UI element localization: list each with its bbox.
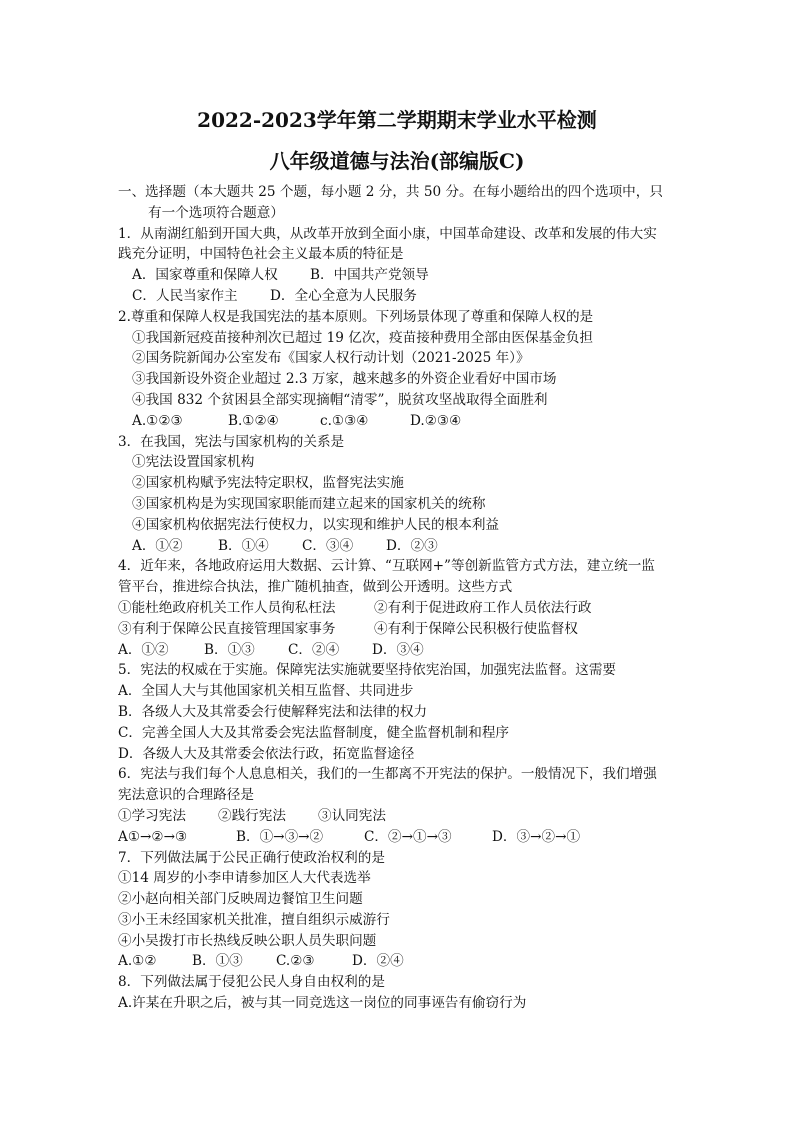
q6-options bbox=[118, 827, 688, 848]
q4-statements-row1 bbox=[118, 598, 688, 619]
q2-options bbox=[118, 411, 688, 432]
q2-option-b: B.①②④ bbox=[228, 412, 279, 429]
q4-option-b: B．①③ bbox=[204, 641, 255, 658]
q1-options-row2 bbox=[118, 286, 688, 307]
q1-stem: 1．从南湖红船到开国大典，从改革开放到全面小康，中国革命建设、改革和发展的伟大实 bbox=[118, 225, 657, 242]
q7-option-a: A.①② bbox=[118, 953, 157, 970]
q6-statement-2: ②践行宪法 bbox=[218, 807, 286, 824]
q4-stem-cont: 管平台，推进综合执法，推广随机抽查，做到公开透明。这些方式 bbox=[118, 579, 513, 596]
section-heading-cont: 有一个选项符合题意） bbox=[148, 204, 284, 221]
q1-stem-cont: 践充分证明，中国特色社会主义最本质的特征是 bbox=[118, 246, 404, 263]
q2-option-c: c.①③④ bbox=[320, 412, 369, 429]
q3-option-a: A．①② bbox=[132, 537, 183, 554]
q4-option-c: C．②④ bbox=[288, 641, 340, 658]
q4-option-a: A．①② bbox=[118, 641, 169, 658]
q7-options bbox=[118, 951, 688, 972]
q8-stem: 8．下列做法属于侵犯公民人身自由权利的是 bbox=[118, 974, 385, 991]
q5-option-c: C．完善全国人大及其常委会宪法监督制度，健全监督机制和程序 bbox=[118, 724, 510, 741]
q7-option-c: C.②③ bbox=[276, 953, 315, 970]
q5-option-b: B．各级人大及其常委会行使解释宪法和法律的权力 bbox=[118, 703, 428, 720]
q6-statement-3: ③认同宪法 bbox=[318, 807, 386, 824]
q1-options-row1 bbox=[118, 265, 688, 286]
exam-content bbox=[118, 182, 688, 1014]
q5-stem: 5．宪法的权威在于实施。保障宪法实施就要坚持依宪治国，加强宪法监督。这需要 bbox=[118, 662, 617, 679]
q7-statement-2: ②小赵向相关部门反映周边餐馆卫生问题 bbox=[118, 891, 363, 908]
q6-stem-cont: 宪法意识的合理路径是 bbox=[118, 787, 254, 804]
q7-statement-4: ④小吴拨打市长热线反映公职人员失职问题 bbox=[118, 932, 377, 949]
q2-option-a: A.①②③ bbox=[132, 412, 183, 429]
q6-option-a: A①→②→③ bbox=[118, 828, 188, 845]
q7-option-b: B．①③ bbox=[192, 953, 243, 970]
q3-options bbox=[118, 536, 688, 557]
q1-option-d: D．全心全意为人民服务 bbox=[270, 287, 417, 304]
q4-option-d: D．③④ bbox=[372, 641, 424, 658]
q3-statement-2: ②国家机构赋予宪法特定职权，监督宪法实施 bbox=[132, 475, 404, 492]
q7-stem: 7．下列做法属于公民正确行使政治权利的是 bbox=[118, 849, 385, 866]
q3-statement-4: ④国家机构依据宪法行使权力，以实现和维护人民的根本利益 bbox=[132, 516, 500, 533]
q2-stem: 2.尊重和保障人权是我国宪法的基本原则。下列场景体现了尊重和保障人权的是 bbox=[118, 308, 594, 325]
q2-statement-3: ③我国新设外资企业超过 2.3 万家，越来越多的外资企业看好中国市场 bbox=[132, 371, 557, 388]
q6-option-b: B．①→③→② bbox=[236, 828, 324, 845]
q2-statement-2: ②国务院新闻办公室发布《国家人权行动计划（2021-2025 年）》 bbox=[132, 350, 530, 367]
q4-stem: 4．近年来，各地政府运用大数据、云计算、“互联网+”等创新监管方式方法，建立统一监 bbox=[118, 558, 655, 575]
q7-statement-3: ③小王未经国家机关批准，擅自组织示威游行 bbox=[118, 911, 390, 928]
q4-statement-3: ③有利于保障公民直接管理国家事务 bbox=[118, 620, 336, 637]
q6-option-d: D．③→②→① bbox=[492, 828, 581, 845]
q2-statement-4: ④我国 832 个贫困县全部实现摘帽“清零”，脱贫攻坚战取得全面胜利 bbox=[132, 391, 548, 408]
q1-option-c: C．人民当家作主 bbox=[132, 287, 238, 304]
q4-statement-4: ④有利于保障公民积极行使监督权 bbox=[374, 620, 578, 637]
q6-option-c: C．②→①→③ bbox=[364, 828, 452, 845]
q5-option-d: D．各级人大及其常委会依法行政，拓宽监督途径 bbox=[118, 745, 415, 762]
exam-title: 2022-2023学年第二学期期末学业水平检测 bbox=[197, 108, 597, 132]
q4-options bbox=[118, 640, 688, 661]
q6-statements bbox=[118, 806, 688, 827]
q4-statement-2: ②有利于促进政府工作人员依法行政 bbox=[374, 599, 592, 616]
q1-option-a: A．国家尊重和保障人权 bbox=[132, 267, 278, 284]
q3-stem: 3．在我国，宪法与国家机构的关系是 bbox=[118, 433, 345, 450]
q3-option-b: B．①④ bbox=[218, 537, 269, 554]
q2-statement-1: ①我国新冠疫苗接种剂次已超过 19 亿次，疫苗接种费用全部由医保基金负担 bbox=[132, 329, 593, 346]
q3-option-d: D．②③ bbox=[386, 537, 438, 554]
q6-statement-1: ①学习宪法 bbox=[118, 807, 186, 824]
q3-statement-1: ①宪法设置国家机构 bbox=[132, 454, 255, 471]
q7-statement-1: ①14 周岁的小李申请参加区人大代表选举 bbox=[118, 870, 371, 887]
q3-option-c: C．③④ bbox=[302, 537, 354, 554]
q7-option-d: D．②④ bbox=[352, 953, 404, 970]
section-heading: 一、选择题（本大题共 25 个题，每小题 2 分，共 50 分。在每小题给出的四个选项中，只 bbox=[118, 184, 663, 200]
q4-statement-1: ①能杜绝政府机关工作人员徇私枉法 bbox=[118, 599, 336, 616]
q2-option-d: D.②③④ bbox=[410, 412, 462, 429]
q4-statements-row2 bbox=[118, 619, 688, 640]
q3-statement-3: ③国家机构是为实现国家职能而建立起来的国家机关的统称 bbox=[132, 495, 486, 512]
exam-subtitle: 八年级道德与法治(部编版C) bbox=[269, 149, 525, 173]
q8-option-a: A.许某在升职之后，被与其一同竞选这一岗位的同事诬告有偷窃行为 bbox=[118, 995, 527, 1012]
q5-option-a: A．全国人大与其他国家机关相互监督、共同进步 bbox=[118, 683, 414, 700]
q1-option-b: B．中国共产党领导 bbox=[310, 267, 429, 284]
q6-stem: 6．宪法与我们每个人息息相关，我们的一生都离不开宪法的保护。一般情况下，我们增强 bbox=[118, 766, 657, 783]
